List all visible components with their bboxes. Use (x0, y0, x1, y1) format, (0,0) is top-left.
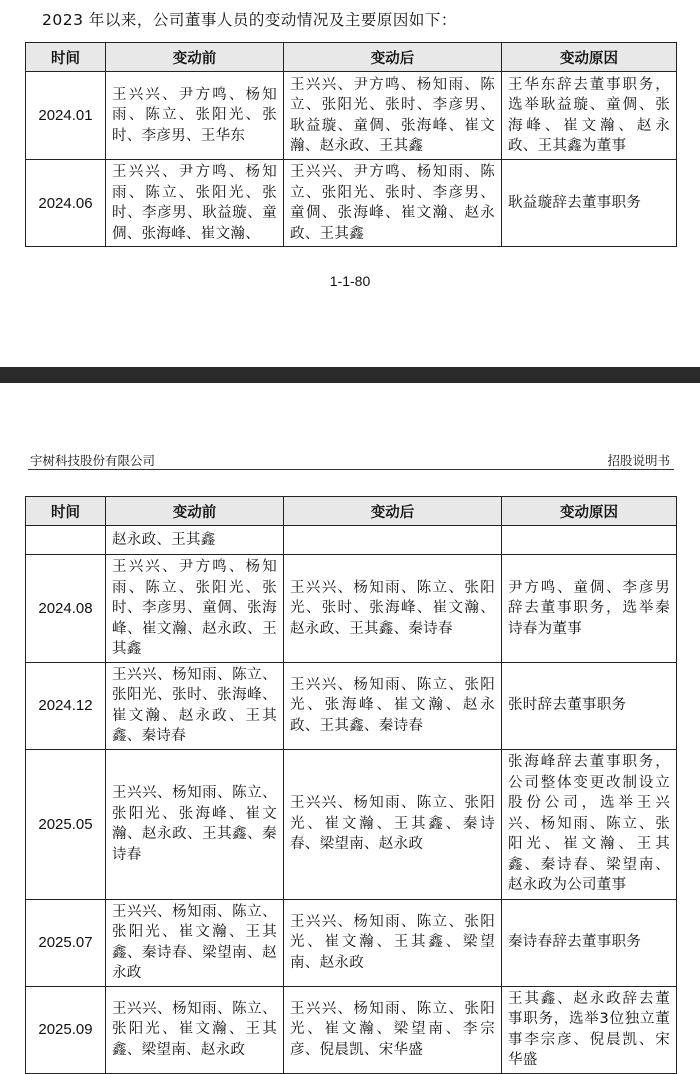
cell-reason: 张海峰辞去董事职务，公司整体变更改制设立股份公司，选举王兴兴、杨知雨、陈立、张阳光、崔文瀚、王其鑫、秦诗春、梁望南、赵永政为公司董事 (502, 749, 677, 899)
table-row (26, 555, 677, 663)
header-after: 变动后 (284, 43, 502, 72)
cell-reason: 耿益璇辞去董事职务 (502, 160, 677, 247)
director-changes-table-part2 (25, 496, 677, 1074)
table-row (26, 662, 677, 749)
cell-time: 2024.08 (26, 555, 106, 663)
intro-paragraph: 2023 年以来，公司董事人员的变动情况及主要原因如下： (42, 11, 457, 29)
page-divider (0, 367, 700, 383)
header-time: 时间 (26, 43, 106, 72)
page-number: 1-1-80 (329, 273, 371, 289)
cell-before: 赵永政、王其鑫 (106, 526, 284, 555)
table-row (26, 160, 677, 247)
cell-before: 王兴兴、尹方鸣、杨知雨、陈立、张阳光、张时、李彦男、王华东 (106, 72, 284, 160)
cell-after: 王兴兴、尹方鸣、杨知雨、陈立、张阳光、张时、李彦男、耿益璇、童倜、张海峰、崔文瀚、赵永政、王其鑫 (284, 72, 502, 160)
header-before: 变动前 (106, 497, 284, 526)
table-row (26, 749, 677, 899)
cell-reason: 秦诗春辞去董事职务 (502, 899, 677, 986)
cell-after (284, 526, 502, 555)
cell-before: 王兴兴、杨知雨、陈立、张阳光、崔文瀚、王其鑫、秦诗春、梁望南、赵永政 (106, 899, 284, 986)
cell-reason: 张时辞去董事职务 (502, 662, 677, 749)
cell-before: 王兴兴、尹方鸣、杨知雨、陈立、张阳光、张时、李彦男、耿益璇、童倜、张海峰、崔文瀚、 (106, 160, 284, 247)
director-changes-table-part1 (25, 42, 677, 247)
header-reason: 变动原因 (502, 497, 677, 526)
header-rule (28, 469, 674, 470)
cell-time: 2024.12 (26, 662, 106, 749)
cell-after: 王兴兴、杨知雨、陈立、张阳光、张时、张海峰、崔文瀚、赵永政、王其鑫、秦诗春 (284, 555, 502, 663)
table-row (26, 899, 677, 986)
table-row (26, 72, 677, 160)
table-header-row (26, 497, 677, 526)
cell-reason: 王其鑫、赵永政辞去董事职务，选举3位独立董事李宗彦、倪晨凯、宋华盛 (502, 986, 677, 1073)
cell-reason: 尹方鸣、童倜、李彦男辞去董事职务，选举秦诗春为董事 (502, 555, 677, 663)
header-reason: 变动原因 (502, 43, 677, 72)
cell-time: 2025.05 (26, 749, 106, 899)
cell-time: 2024.06 (26, 160, 106, 247)
cell-time (26, 526, 106, 555)
cell-before: 王兴兴、杨知雨、陈立、张阳光、张时、张海峰、崔文瀚、赵永政、王其鑫、秦诗春 (106, 662, 284, 749)
cell-after: 王兴兴、杨知雨、陈立、张阳光、崔文瀚、梁望南、李宗彦、倪晨凯、宋华盛 (284, 986, 502, 1073)
cell-after: 王兴兴、杨知雨、陈立、张阳光、崔文瀚、王其鑫、秦诗春、梁望南、赵永政 (284, 749, 502, 899)
table-header-row (26, 43, 677, 72)
cell-before: 王兴兴、杨知雨、陈立、张阳光、张海峰、崔文瀚、赵永政、王其鑫、秦诗春 (106, 749, 284, 899)
cell-reason: 王华东辞去董事职务，选举耿益璇、童倜、张海峰、崔文瀚、赵永政、王其鑫为董事 (502, 72, 677, 160)
cell-time: 2024.01 (26, 72, 106, 160)
cell-after: 王兴兴、尹方鸣、杨知雨、陈立、张阳光、张时、李彦男、童倜、张海峰、崔文瀚、赵永政、王其鑫 (284, 160, 502, 247)
cell-time: 2025.07 (26, 899, 106, 986)
document-title: 招股说明书 (607, 453, 670, 468)
header-time: 时间 (26, 497, 106, 526)
header-after: 变动后 (284, 497, 502, 526)
cell-reason (502, 526, 677, 555)
header-before: 变动前 (106, 43, 284, 72)
cell-time: 2025.09 (26, 986, 106, 1073)
cell-before: 王兴兴、杨知雨、陈立、张阳光、崔文瀚、王其鑫、梁望南、赵永政 (106, 986, 284, 1073)
table-row (26, 986, 677, 1073)
cell-before: 王兴兴、尹方鸣、杨知雨、陈立、张阳光、张时、李彦男、童倜、张海峰、崔文瀚、赵永政、王其鑫 (106, 555, 284, 663)
cell-after: 王兴兴、杨知雨、陈立、张阳光、崔文瀚、王其鑫、梁望南、赵永政 (284, 899, 502, 986)
cell-after: 王兴兴、杨知雨、陈立、张阳光、张海峰、崔文瀚、赵永政、王其鑫、秦诗春 (284, 662, 502, 749)
company-name: 宇树科技股份有限公司 (30, 453, 156, 468)
table-row (26, 526, 677, 555)
